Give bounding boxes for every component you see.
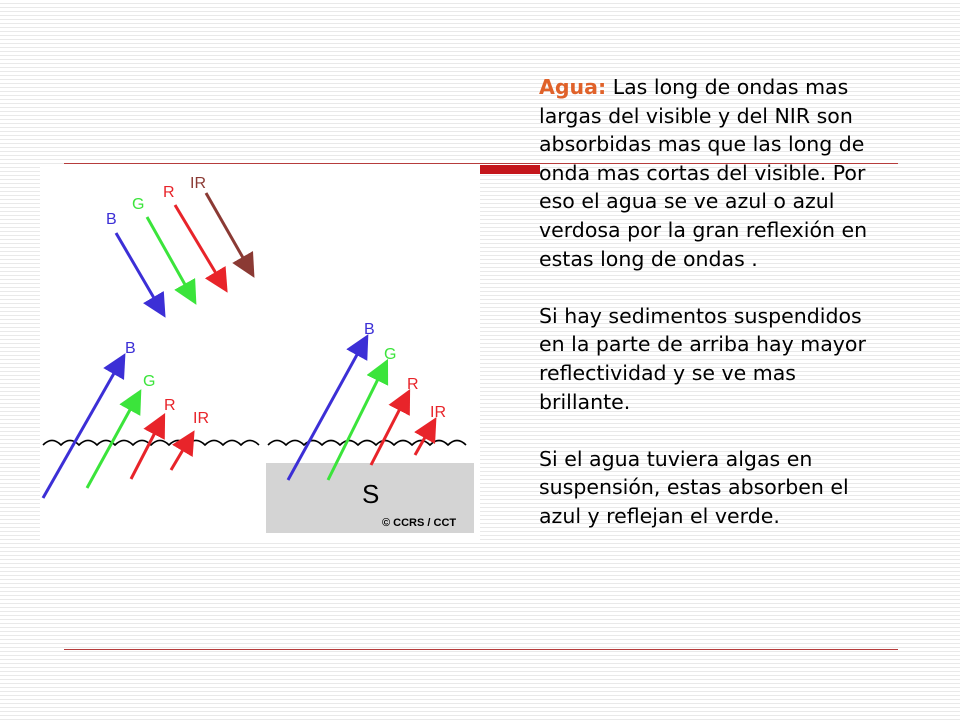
left-reflected-red-arrow xyxy=(131,421,161,479)
left-label-ir: IR xyxy=(193,410,209,427)
left-label-blue: B xyxy=(125,340,136,357)
incident-ir-arrow xyxy=(206,193,250,270)
paragraph-sediments: Si hay sedimentos suspendidos en la parte de arriba hay mayor reflectividad y se ve mas brillante. xyxy=(539,303,866,414)
paragraph-algae: Si el agua tuviera algas en suspensión, estas absorben el azul y reflejan el verde. xyxy=(539,446,849,528)
incident-label-red: R xyxy=(163,184,175,201)
water-reflectance-diagram xyxy=(40,165,480,540)
left-label-green: G xyxy=(143,373,156,390)
incident-label-blue: B xyxy=(106,211,117,228)
incident-green-arrow xyxy=(147,217,192,297)
sediment-label: S xyxy=(362,479,380,509)
paragraph-water-body: Las long de ondas mas largas del visible y del NIR son absorbidas mas que las long de onda mas cortas del visible. Por eso el agua se ve azul o azul verdosa por la gran reflexión en estas long de ondas . xyxy=(539,75,868,271)
title-accent-bar xyxy=(480,165,540,174)
right-reflected-ir-arrow xyxy=(415,425,432,455)
right-reflected-blue-arrow xyxy=(288,342,364,480)
incident-label-ir: IR xyxy=(190,175,206,192)
paragraph-lead: Agua: xyxy=(539,75,607,99)
right-label-ir: IR xyxy=(430,404,446,421)
incident-label-green: G xyxy=(132,196,145,213)
left-reflected-blue-arrow xyxy=(43,361,121,498)
right-label-red: R xyxy=(407,376,419,393)
left-label-red: R xyxy=(164,397,176,414)
incident-red-arrow xyxy=(175,205,223,285)
right-label-blue: B xyxy=(364,321,375,338)
right-water-surface xyxy=(268,441,466,446)
credit-text: © CCRS / CCT xyxy=(382,517,457,529)
right-reflected-red-arrow xyxy=(371,397,406,465)
bottom-rule xyxy=(64,649,898,650)
description-text xyxy=(539,73,884,531)
left-reflected-ir-arrow xyxy=(171,438,190,470)
diagram-svg xyxy=(40,165,480,540)
right-label-green: G xyxy=(384,346,397,363)
incident-blue-arrow xyxy=(116,233,161,310)
paragraph-water xyxy=(539,73,884,273)
